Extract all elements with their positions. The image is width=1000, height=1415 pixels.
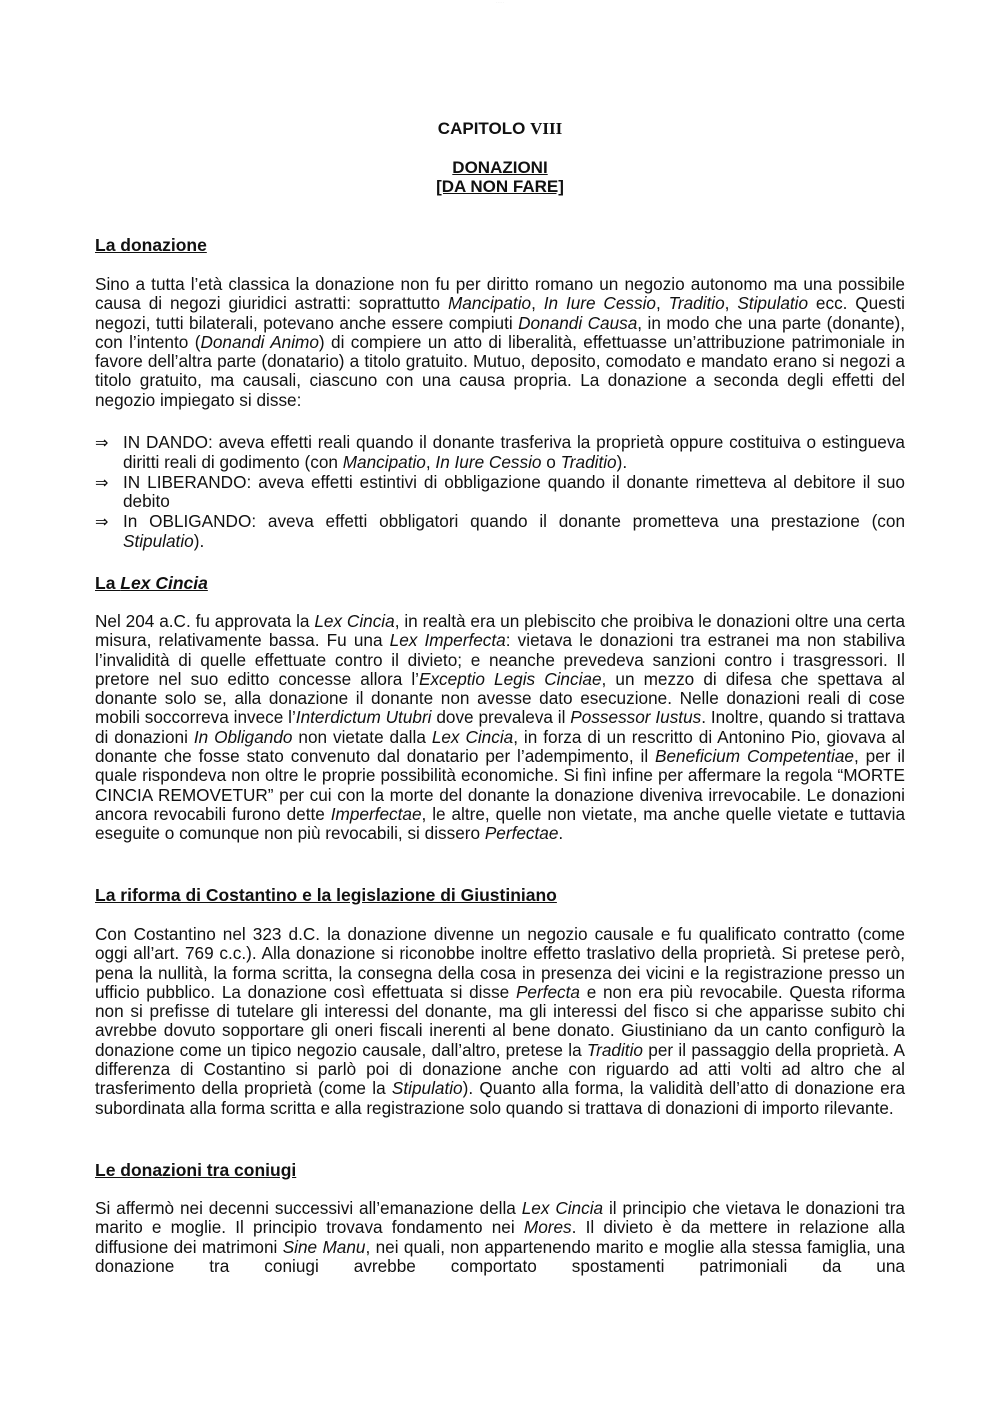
arrow-icon: ⇒ xyxy=(95,512,109,532)
paragraph-text: Con Costantino nel 323 d.C. la donazione divenne un negozio causale e fu qualificato contratto (come oggi all’art. 769 c.c.). Alla donazione si riconobbe inoltre effetto traslativo della proprietà. Si pretese però, pena la nullità, la forma scritta, la consegna della cosa in presenza dei vicini e la registrazione presso un ufficio pubblico. La donazione così effettuata si disse Perfecta e non era più revocabile. Questa riforma non si prefisse di tutelare gli interessi del donante, ma gli interessi del fisco si che apparisse subito chi avrebbe dovuto sopportare gli oneri fiscali inerenti al bene donato. Giustiniano da un canto configurò la donazione come un tipico negozio causale, dall’altro, pretese la Traditio per il passaggio della proprietà. A differenza di Costantino si parlò poi di donazione anche con riguardo ad atti volti ad altro che al trasferimento della proprietà (come la Stipulatio). Quanto alla forma, la validità dell’atto di donazione era subordinata alla forma scritta e alla registrazione solo quando si trattava di donazioni di importo rilevante. xyxy=(95,924,906,1118)
list-item: ⇒ IN DANDO: aveva effetti reali quando il donante trasferiva la proprietà oppure costituiva o estingueva diritti reali di godimento (con Mancipatio, In Iure Cessio o Traditio). xyxy=(95,432,905,472)
paragraph-text: Si affermò nei decenni successivi all’emanazione della Lex Cincia il principio che vietava le donazioni tra marito e moglie. Il principio trovava fondamento nei Mores. Il divieto è da mettere in relazione alla diffusione dei matrimoni Sine Manu, nei quali, non appartenendo marito e moglie alla stessa famiglia, una donazione tra coniugi avrebbe comportato spostamenti patrimoniali da una xyxy=(95,1198,905,1276)
chapter-title-line1: DONAZIONI xyxy=(452,158,548,177)
donation-types-list xyxy=(95,433,905,552)
paragraph-coniugi xyxy=(95,1199,905,1276)
chapter-heading xyxy=(0,119,1000,139)
arrow-icon: ⇒ xyxy=(95,472,109,492)
paragraph-text: Nel 204 a.C. fu approvata la Lex Cincia, in realtà era un plebiscito che proibiva le donazioni oltre una certa misura, relativamente bassa. Fu una Lex Imperfecta: vietava le donazioni tra estranei ma non stabiliva l’invalidità di quelle effettuate contro il divieto; e neanche prevedeva sanzioni contro i trasgressori. Il pretore nel suo editto concesse allora l’Exceptio Legis Cinciae, un mezzo di difesa che spettava al donante solo se, alla donazione il donante non avesse dato esecuzione. Nelle donazioni reali di cose mobili soccorreva invece l’Interdictum Utubri dove prevaleva il Possessor Iustus. Inoltre, quando si trattava di donazioni In Obligando non vietate dalla Lex Cincia, in forza di un rescritto di Antonino Pio, giovava al donante che fosse stato convenuto dal donatario per l’adempimento, il Beneficium Competentiae, per il quale rispondeva non oltre le proprie possibilità economiche. Si finì infine per affermare la regola “MORTE CINCIA REMOVETUR” per cui con la morte del donante la donazione diveniva irrevocabile. Le donazioni ancora revocabili furono dette Imperfectae, le altre, quelle non vietate, ma anche quelle vietate e tuttavia eseguite o comunque non più revocabili, si dissero Perfectae. xyxy=(95,611,906,844)
paragraph-lex-cincia xyxy=(95,612,905,844)
section-heading-coniugi: Le donazioni tra coniugi xyxy=(95,1160,297,1180)
section-heading-riforma: La riforma di Costantino e la legislazione di Giustiniano xyxy=(95,885,557,905)
arrow-icon: ⇒ xyxy=(95,433,109,452)
chapter-title xyxy=(0,158,1000,196)
chapter-label: CAPITOLO xyxy=(437,119,526,138)
header-mark: · · · · · xyxy=(495,0,505,4)
chapter-title-line2: [DA NON FARE] xyxy=(436,177,564,196)
chapter-number: VIII xyxy=(530,119,563,138)
list-item: ⇒ In OBLIGANDO: aveva effetti obbligatori quando il donante prometteva una prestazione (con Stipulatio). xyxy=(95,511,905,551)
section-heading-lex-cincia: La Lex Cincia xyxy=(95,573,208,593)
list-item: ⇒ IN LIBERANDO: aveva effetti estintivi di obbligazione quando il donante rimetteva al debitore il suo debito xyxy=(95,471,905,512)
paragraph-text: Sino a tutta l’età classica la donazione non fu per diritto romano un negozio autonomo ma una possibile causa di negozi giuridici astratti: soprattutto Mancipatio, In Iure Cessio, Traditio, Stipulatio ecc. Questi negozi, tutti bilaterali, potevano anche essere compiuti Donandi Causa, in modo che una parte (donante), con l’intento (Donandi Animo) di compiere un atto di liberalità, effettuasse un’attribuzione patrimoniale in favore dell’altra parte (donatario) a titolo gratuito. Mutuo, deposito, comodato e mandato erano si negozi a titolo gratuito, ma causali, ciascuno con una causa propria. La donazione a seconda degli effetti del negozio impiegato si disse: xyxy=(95,274,906,410)
paragraph-riforma xyxy=(95,925,905,1118)
paragraph-donazione xyxy=(95,275,905,410)
section-heading-donazione: La donazione xyxy=(95,235,207,255)
